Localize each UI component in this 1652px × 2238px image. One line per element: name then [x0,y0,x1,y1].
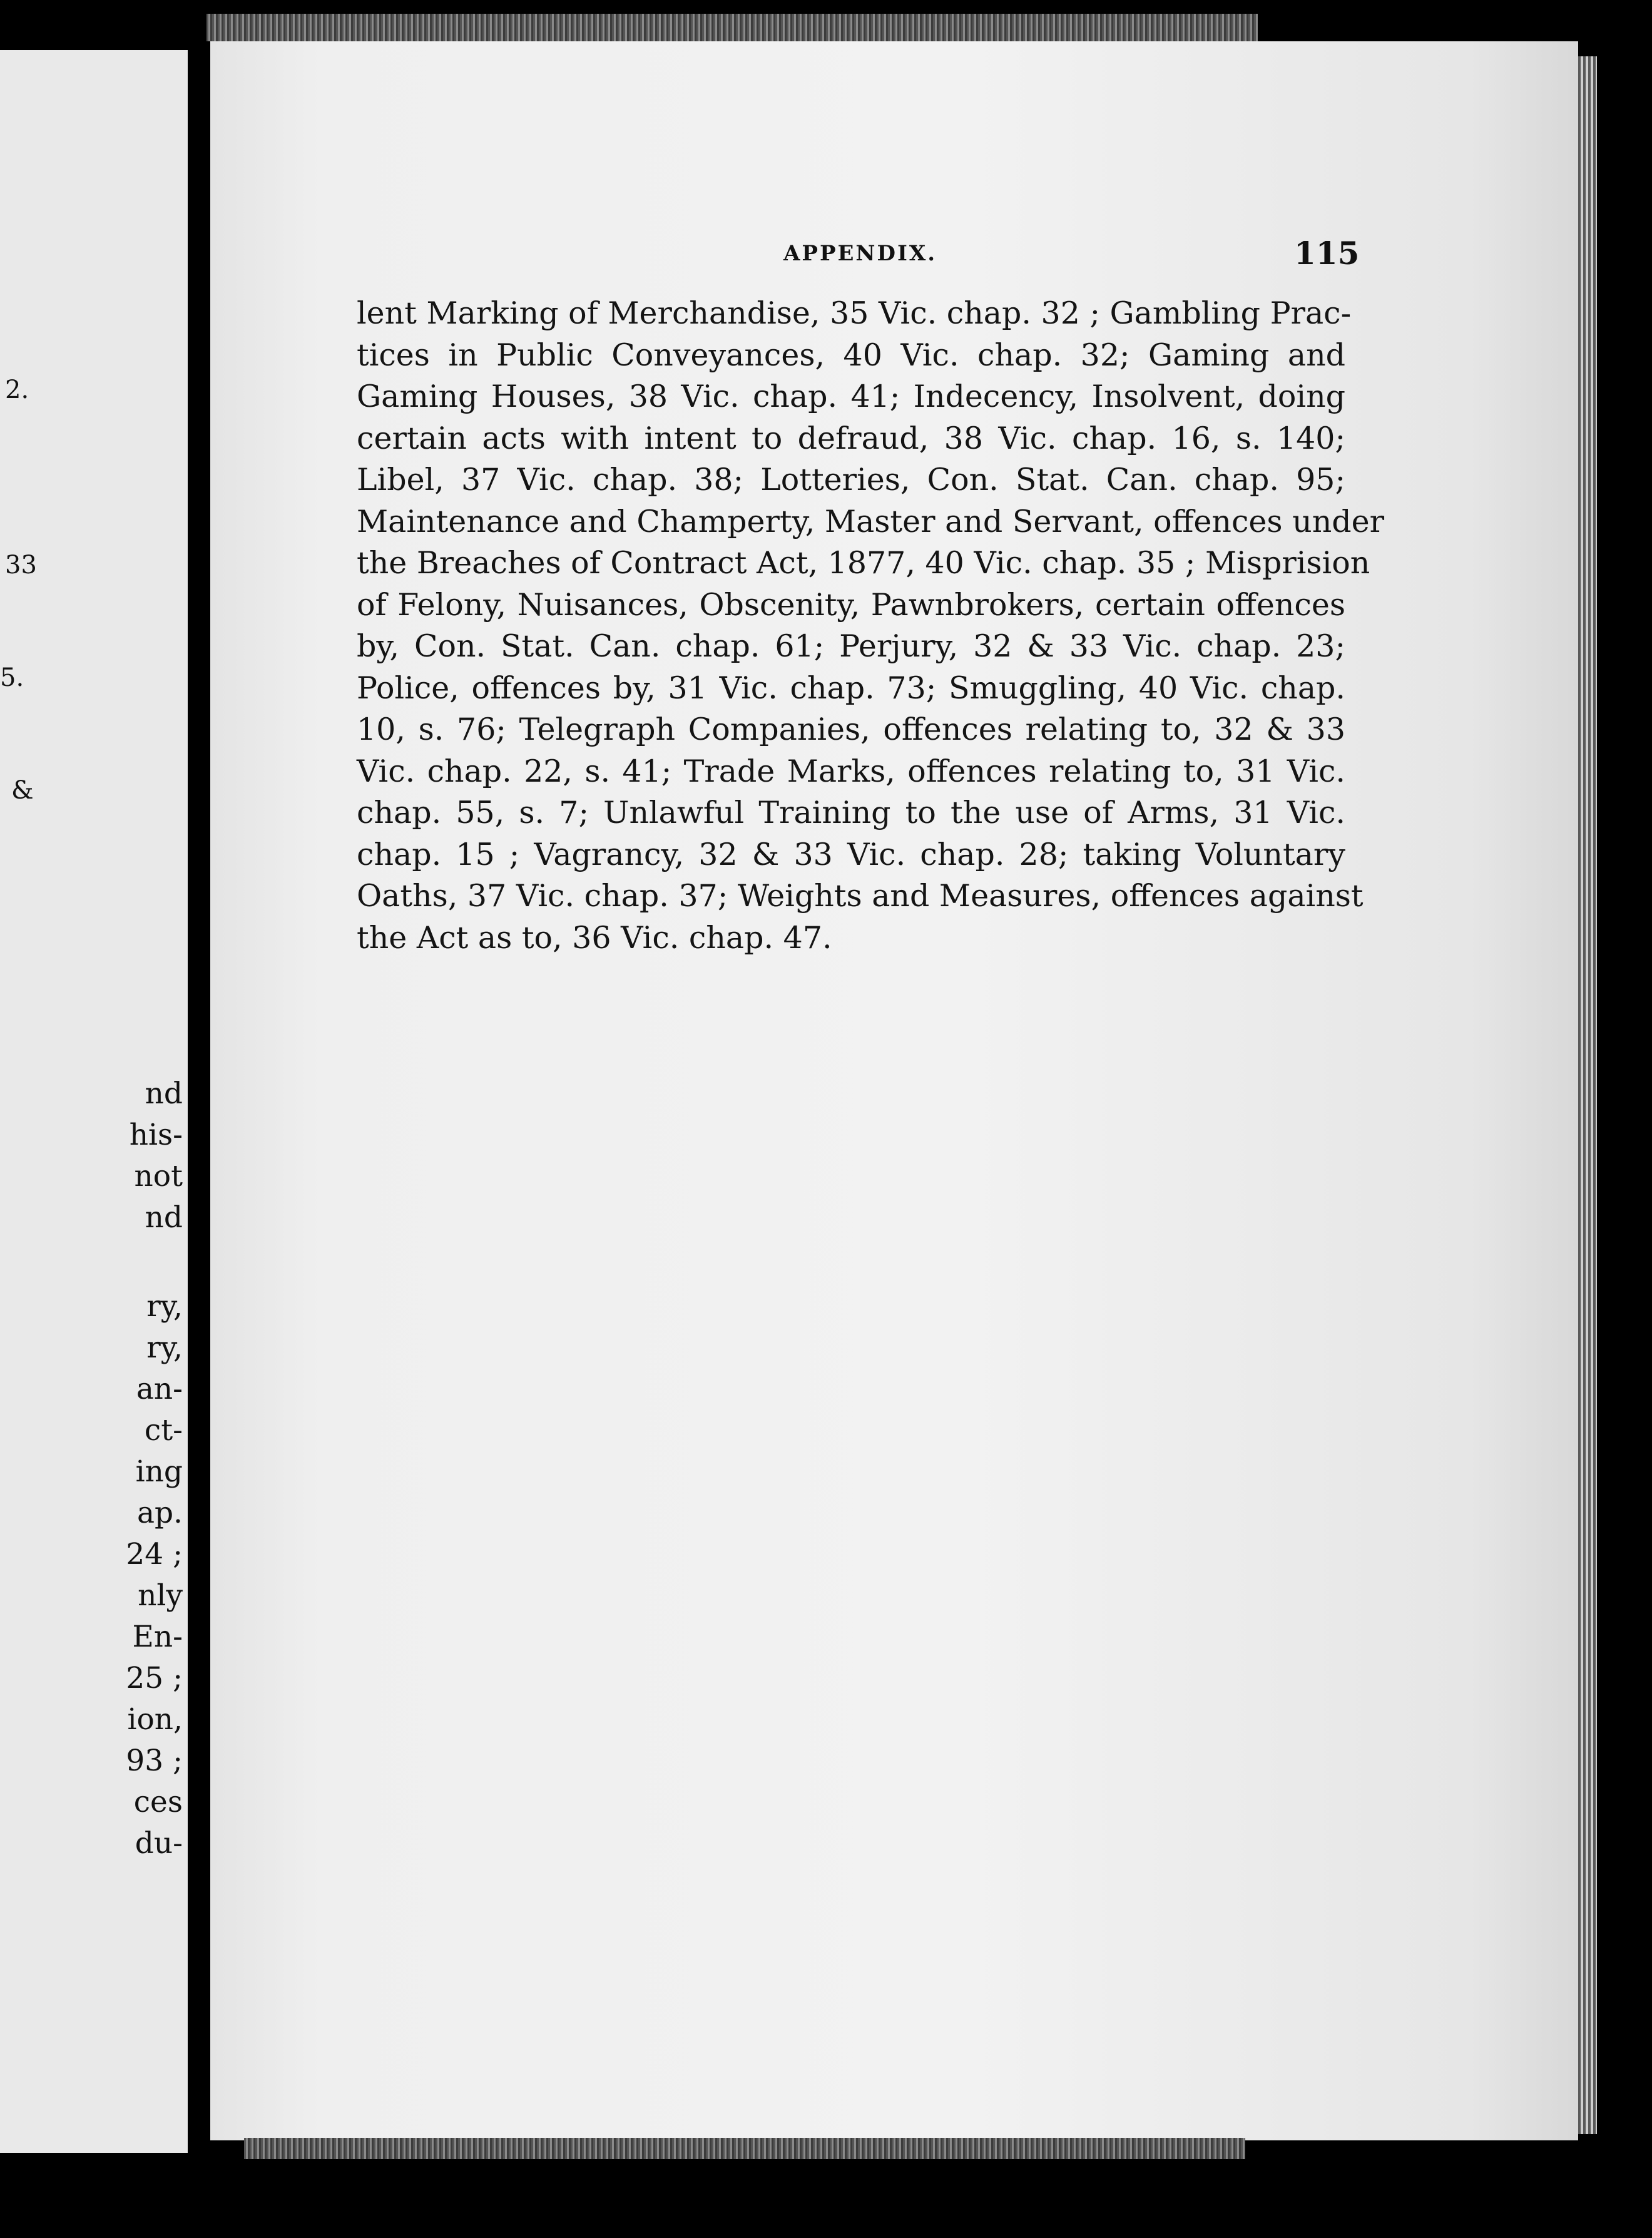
text-line: tices in Public Conveyances, 40 Vic. chap. 32; Gaming and [357,337,1345,373]
text-line: Vic. chap. 22, s. 41; Trade Marks, offences relating to, 31 Vic. [357,753,1345,789]
text-line: chap. 15 ; Vagrancy, 32 & 33 Vic. chap. 28; taking Voluntary [357,836,1345,872]
text-line: 10, s. 76; Telegraph Companies, offences relating to, 32 & 33 [357,712,1345,747]
left-page-fragment: 5. [0,663,24,692]
left-page-fragment: En- [132,1620,183,1654]
running-head: APPENDIX. [783,241,937,266]
facing-page-left [0,50,188,2153]
text-line: of Felony, Nuisances, Obscenity, Pawnbrokers, certain offences [357,586,1345,623]
text-line: lent Marking of Merchandise, 35 Vic. chap. 32 ; Gambling Prac- [357,295,1352,331]
text-line: Oaths, 37 Vic. chap. 37; Weights and Measures, offences against [357,878,1364,914]
left-page-fragment: ry, [146,1289,183,1324]
text-line: the Breaches of Contract Act, 1877, 40 Vic. chap. 35 ; Misprision [357,545,1370,581]
left-page-fragment: nd [145,1200,183,1235]
page-number: 115 [1294,235,1360,272]
left-page-fragment: & [11,776,34,805]
left-page-fragment: ion, [127,1702,183,1737]
text-line: Gaming Houses, 38 Vic. chap. 41; Indecency, Insolvent, doing [357,379,1345,414]
text-line: Police, offences by, 31 Vic. chap. 73; Smuggling, 40 Vic. chap. [357,670,1345,706]
text-line: by, Con. Stat. Can. chap. 61; Perjury, 32 & 33 Vic. chap. 23; [357,628,1345,664]
page-edge [1578,56,1597,2134]
left-page-fragment: 93 ; [126,1744,183,1778]
left-page-fragment: ces [133,1785,183,1819]
text-line: the Act as to, 36 Vic. chap. 47. [357,919,832,956]
left-page-fragment: ap. [136,1496,183,1530]
text-line: chap. 55, s. 7; Unlawful Training to the use of Arms, 31 Vic. [357,795,1345,830]
left-page-fragment: 24 ; [126,1537,183,1571]
left-page-fragment: nd [145,1076,183,1111]
book-gutter [188,50,210,2153]
left-page-fragment: ry, [146,1331,183,1365]
scanner-strip-bottom [244,2138,1245,2159]
left-page-fragment: du- [135,1826,183,1861]
left-page-fragment: ing [135,1454,183,1489]
left-page-fragment: not [134,1159,183,1193]
left-page-fragment: 33 [5,551,37,580]
left-page-fragment: an- [136,1372,183,1406]
text-line: certain acts with intent to defraud, 38 Vic. chap. 16, s. 140; [357,420,1345,456]
text-line: Maintenance and Champerty, Master and Servant, offences under [357,503,1385,539]
left-page-fragment: his- [129,1118,183,1152]
left-page-fragment: 25 ; [126,1661,183,1695]
left-page-fragment: 2. [5,376,29,404]
scanner-strip-top [206,14,1258,41]
body-text [357,293,1385,959]
left-page-fragment: ct- [144,1413,183,1448]
text-line: Libel, 37 Vic. chap. 38; Lotteries, Con. Stat. Can. chap. 95; [357,462,1345,498]
left-page-fragment: nly [138,1578,183,1613]
